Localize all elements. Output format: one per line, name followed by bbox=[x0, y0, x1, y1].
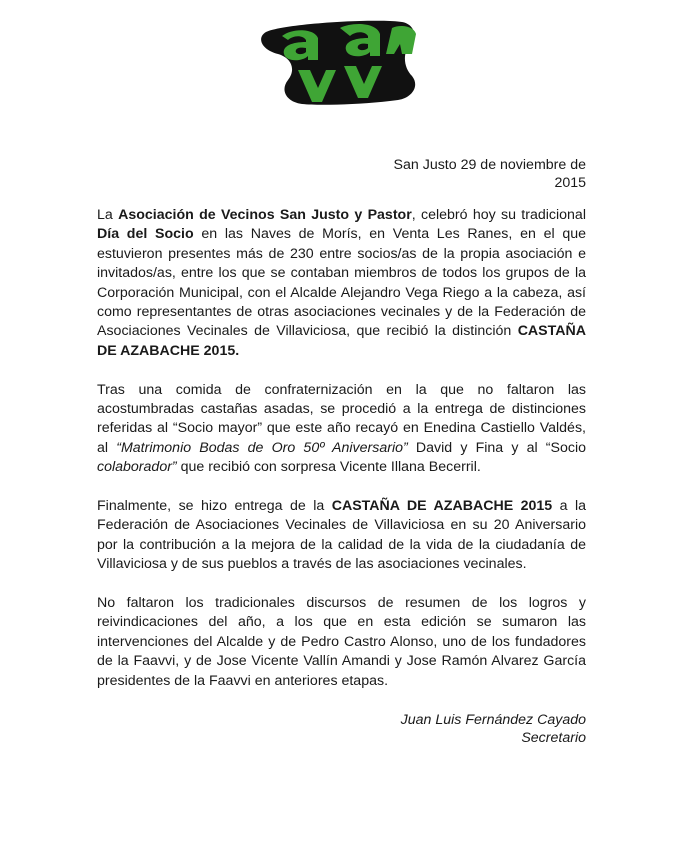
award-name: CASTAÑA DE AZABACHE 2015. bbox=[97, 323, 586, 359]
text: Finalmente, se hizo entrega de la bbox=[97, 498, 332, 515]
document-date: San Justo 29 de noviembre de 2015 bbox=[393, 157, 586, 191]
award-title: “Matrimonio Bodas de Oro 50º Aniversario” bbox=[116, 439, 408, 456]
letter-body bbox=[97, 206, 586, 711]
award-name: CASTAÑA DE AZABACHE 2015 bbox=[331, 498, 553, 515]
paragraph-1 bbox=[97, 206, 586, 361]
text: David y Fina y al “Socio bbox=[407, 439, 587, 456]
paragraph-4 bbox=[97, 594, 586, 691]
text: en las Naves de Morís, en Venta Les Ranes, en el que estuvieron presentes más de 230 entre socios/as de la propia asociación e invitados/as, entre los que se contaban miembros de todos los grupos de la Corporación Municipal, con el Alcalde Alejandro Vega Riego a la cabeza, así como representantes de otras asociaciones vecinales y de la Federación de Asociaciones Vecinales de Villaviciosa, que recibió la distinción bbox=[97, 226, 586, 340]
association-name: Asociación de Vecinos San Justo y Pastor bbox=[118, 207, 412, 223]
aavv-logo bbox=[252, 14, 424, 114]
signatory-role: Secretario bbox=[521, 730, 586, 746]
text: , celebró hoy su tradicional bbox=[411, 207, 586, 223]
text: Tras una comida de confraternización en la que no faltaron las acostumbradas castañas asadas, se procedió a la entrega de distinciones referidas al “Socio mayor” que este año recayó en Enedina Castiello Valdés, al bbox=[97, 381, 586, 456]
paragraph-3 bbox=[97, 497, 586, 575]
text: La bbox=[97, 207, 119, 223]
text: No faltaron los tradicionales discursos de resumen de los logros y reivindicaciones del año, a los que en esta edición se sumaron las intervenciones del Alcalde y de Pedro Castro Alonso, uno de los fundadores de la Faavvi, y de Jose Vicente Vallín Amandi y Jose Ramón Alvarez García presidentes de la Faavvi en anteriores etapas. bbox=[97, 595, 586, 689]
signatory-name: Juan Luis Fernández Cayado bbox=[400, 712, 586, 728]
paragraph-2 bbox=[97, 381, 586, 478]
signature-block bbox=[401, 711, 586, 747]
award-title: colaborador” bbox=[97, 459, 177, 476]
text: a la Federación de Asociaciones Vecinales de Villaviciosa en su 20 Aniversario por la contribución a la mejora de la calidad de la vida de la ciudadanía de Villaviciosa y de sus pueblos a través de las asociaciones vecinales. bbox=[97, 498, 586, 573]
text: que recibió con sorpresa Vicente Illana Becerril. bbox=[176, 459, 481, 476]
event-name: Día del Socio bbox=[97, 226, 194, 243]
